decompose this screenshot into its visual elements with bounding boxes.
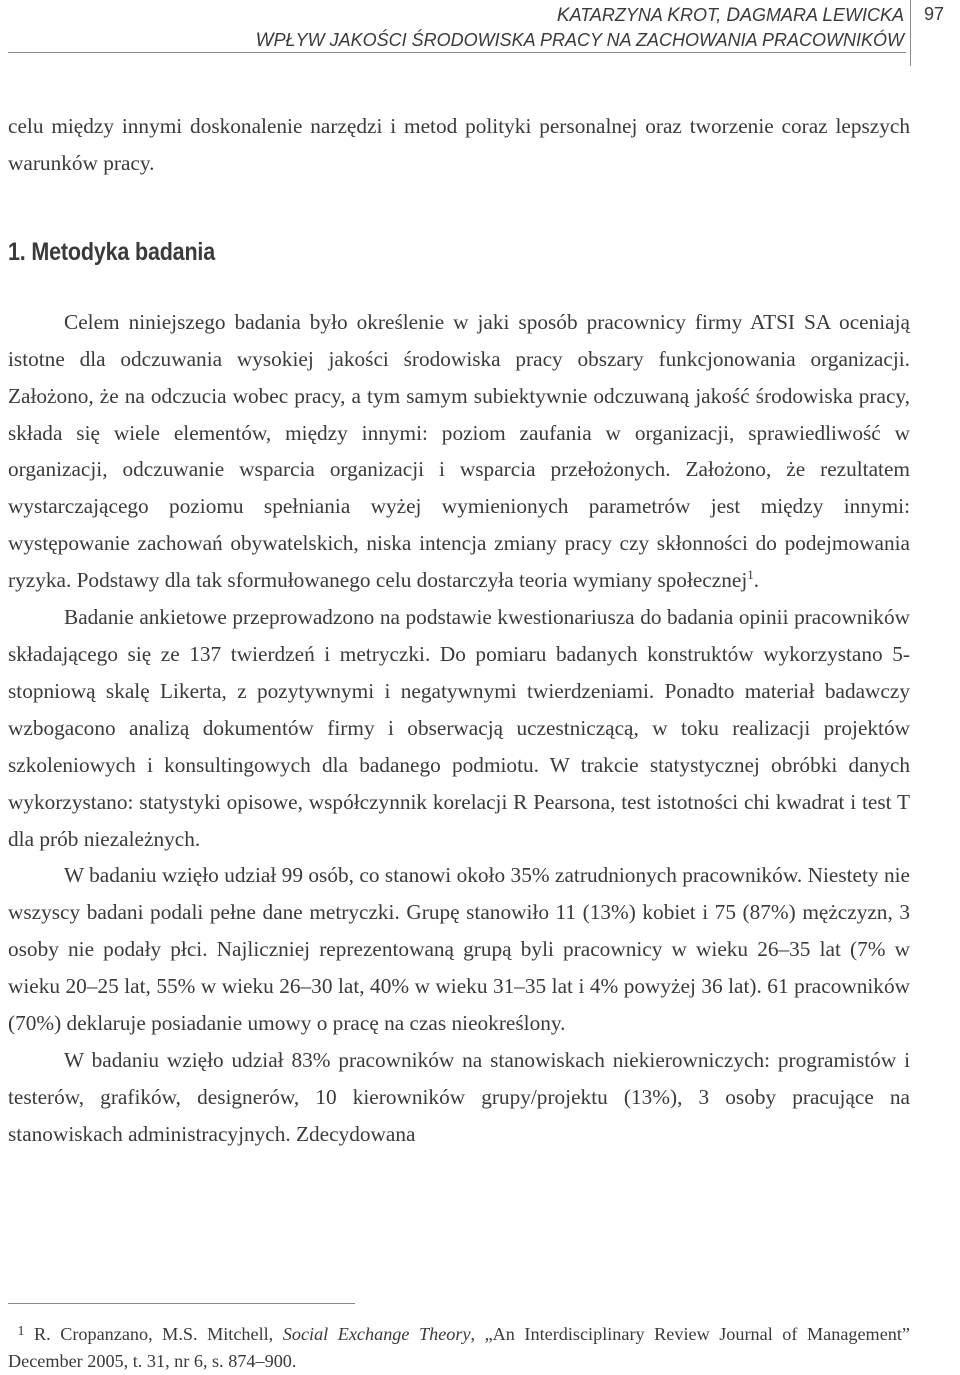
running-head-authors: KATARZYNA KROT, DAGMARA LEWICKA — [556, 5, 904, 26]
footnote — [8, 1318, 910, 1375]
body-text — [8, 108, 910, 1153]
footnote-title: Social Exchange Theory — [282, 1324, 471, 1344]
paragraph-1: Celem niniejszego badania było określenie w jaki sposób pracownicy firmy ATSI SA oceniają istotne dla odczuwania wysokiej jakości środowiska pracy obszary funkcjonowania organizacji. Założono, że na odczucia wobec pracy, a tym samym subiektywnie odczuwaną jakość środowiska pracy, składa się wiele elementów, między innymi: poziom zaufania w organizacji, sprawiedliwość w organizacji, odczuwanie wsparcia organizacji i wsparcia przełożonych. Założono, że rezultatem wystarczającego poziomu spełniania wyżej wymienionych parametrów jest między innymi: występowanie zachowań obywatelskich, niska intencja zmiany pracy czy skłonności do podejmowania ryzyka. Podstawy dla tak sformułowanego celu dostarczyła teoria wymiany społecznej$^1$. — [8, 309, 910, 593]
footnote-reference[interactable]: 1 — [747, 567, 754, 583]
header-rule — [8, 52, 906, 53]
intro-paragraph: celu między innymi doskonalenie narzędzi i metod polityki personalnej oraz tworzenie coraz lepszych warunków pracy. — [8, 114, 910, 175]
paragraph-3: W badaniu wzięło udział 99 osób, co stanowi około 35% zatrudnionych pracowników. Niestety nie wszyscy badani podali pełne dane metryczki. Grupę stanowiło 11 (13%) kobiet i 75 (87%) mężczyzn, 3 osoby nie podały płci. Najliczniej reprezentowaną grupą byli pracownicy w wieku 26–35 lat (7% w wieku 20–25 lat, 55% w wieku 26–30 lat, 40% w wieku 31–35 lat i 4% powyżej 36 lat). 61 pracowników (70%) deklaruje posiadanie umowy o pracę na czas nieokreślony. — [8, 863, 910, 1036]
paragraph-4: W badaniu wzięło udział 83% pracowników na stanowiskach niekierowniczych: programistów i testerów, grafików, designerów, 10 kierowników grupy/projektu (13%), 3 osoby pracujące na stanowiskach administracyjnych. Zdecydowana — [8, 1047, 910, 1146]
paragraph-2: Badanie ankietowe przeprowadzono na podstawie kwestionariusza do badania opinii pracowników składającego się ze 137 twierdzeń i metryczki. Do pomiaru badanych konstruktów wykorzystano 5-stopniową skalę Likerta, z pozytywnymi i negatywnymi twierdzeniami. Ponadto materiał badawczy wzbogacono analizą dokumentów firmy i obserwacją uczestniczącą, w toku realizacji projektów szkoleniowych i konsultingowych dla badanego podmiotu. W trakcie statystycznej obróbki danych wykorzystano: statystyki opisowe, współczynnik korelacji R Pearsona, test istotności chi kwadrat i test T dla prób niezależnych. — [8, 605, 910, 851]
footnote-rule — [8, 1303, 355, 1304]
header-vertical-rule — [910, 0, 911, 66]
section-heading: 1. Metodyka badania — [8, 237, 216, 266]
footnote-authors: R. Cropanzano, M.S. Mitchell, — [34, 1324, 283, 1344]
footnote-number: 1 — [17, 1324, 25, 1339]
running-head-text — [256, 3, 904, 53]
running-head-title: WPŁYW JAKOŚCI ŚRODOWISKA PRACY NA ZACHOWANIA PRACOWNIKÓW — [255, 30, 904, 51]
page-number: 97 — [924, 4, 945, 24]
running-header — [0, 0, 960, 70]
footnote-rest: , „An Interdisciplinary Review Journal of Management” December 2005, t. 31, nr 6, s. 874–900. — [8, 1324, 910, 1371]
